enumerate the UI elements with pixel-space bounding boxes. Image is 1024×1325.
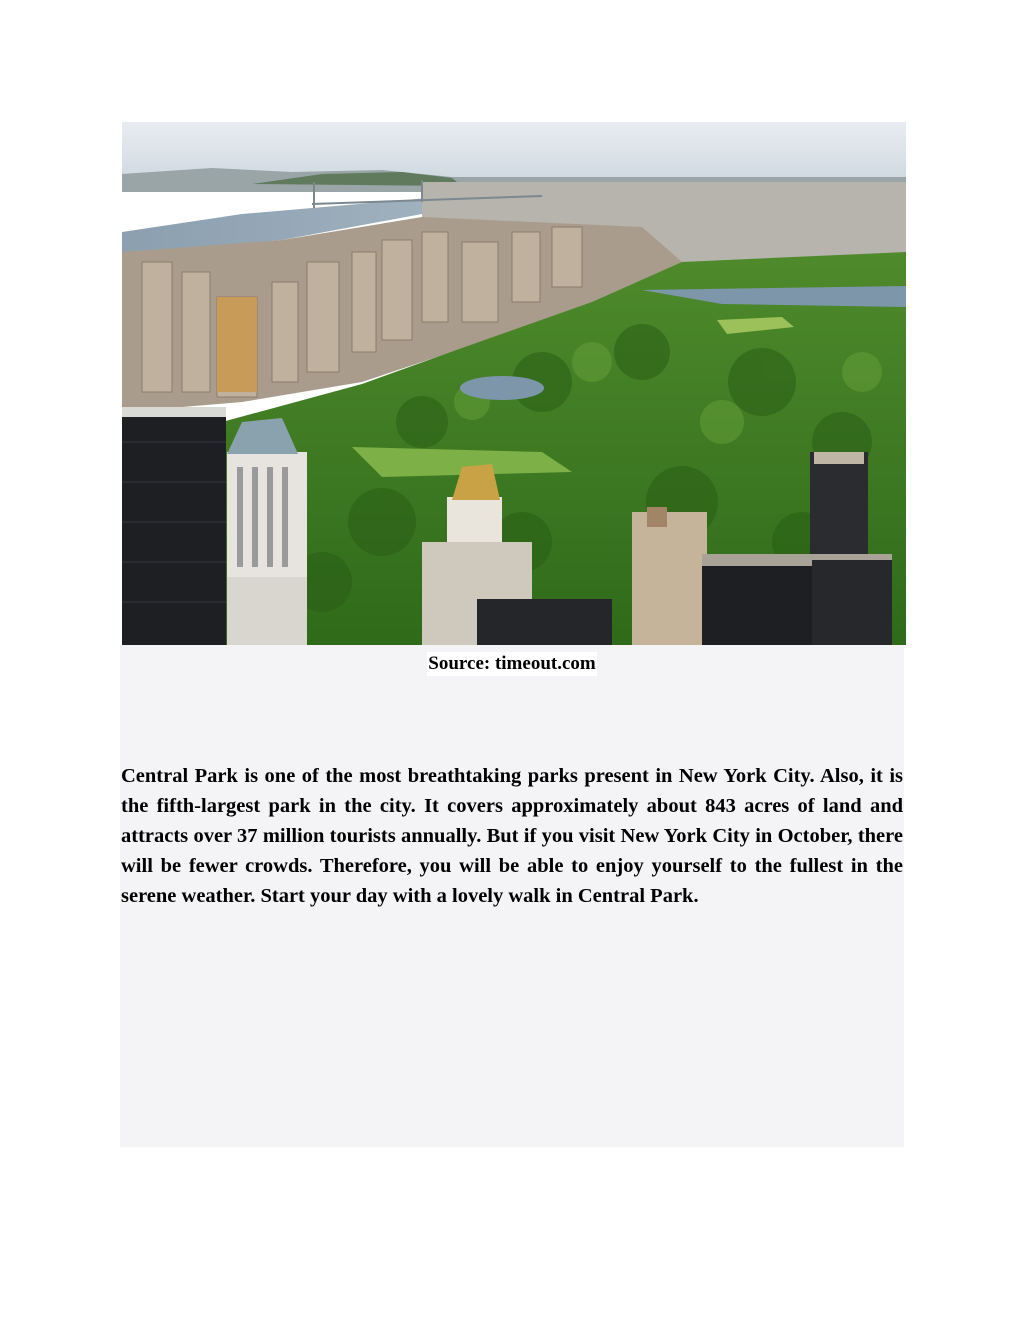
- article-paragraph: Central Park is one of the most breathtaking parks present in New York City. Also, it is the fifth-largest park in the city. It covers approximately about 843 acres of land and attracts over 37 million tourists annually. But if you visit New York City in October, there will be fewer crowds. Therefore, you will be able to enjoy yourself to the fullest in the serene weather. Start your day with a lovely walk in Central Park.: [121, 764, 903, 908]
- central-park-photo: [122, 122, 906, 645]
- photo-caption: Source: timeout.com: [428, 653, 596, 674]
- photo-caption-row: [0, 652, 1024, 676]
